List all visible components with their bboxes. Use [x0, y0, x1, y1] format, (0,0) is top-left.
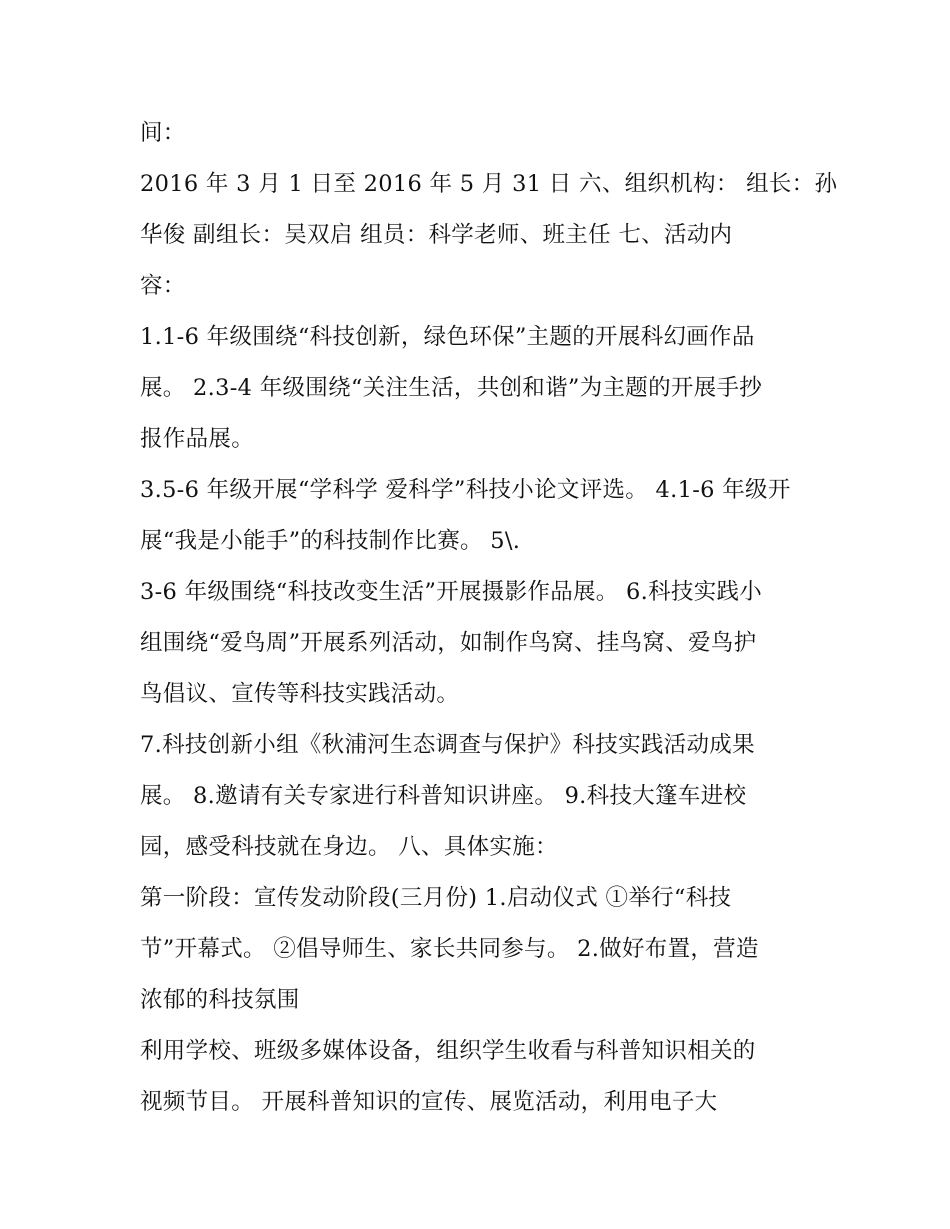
text-line: 展。 8.邀请有关专家进行科普知识讲座。 9.科技大篷车进校	[140, 783, 747, 809]
text-line: 园，感受科技就在身边。 八、具体实施：	[140, 834, 558, 860]
text-line: 7.科技创新小组《秋浦河生态调查与保护》科技实践活动成果	[140, 732, 755, 758]
text-line: 华俊 副组长：吴双启 组员：科学老师、班主任 七、活动内	[140, 222, 733, 248]
text-line: 利用学校、班级多媒体设备，组织学生收看与科普知识相关的	[140, 1038, 756, 1064]
text-line: 3-6 年级围绕“科技改变生活”开展摄影作品展。 6.科技实践小	[140, 579, 763, 605]
text-line: 鸟倡议、宣传等科技实践活动。	[140, 681, 460, 707]
text-line: 第一阶段：宣传发动阶段(三月份) 1.启动仪式 ①举行“科技	[140, 885, 732, 911]
text-line: 1.1-6 年级围绕“科技创新，绿色环保”主题的开展科幻画作品	[140, 324, 755, 350]
text-line: 组围绕“爱鸟周”开展系列活动，如制作鸟窝、挂鸟窝、爱鸟护	[140, 630, 757, 656]
text-line: 节”开幕式。 ②倡导师生、家长共同参与。 2.做好布置，营造	[140, 936, 759, 962]
text-line: 报作品展。	[140, 426, 255, 452]
text-line: 3.5-6 年级开展“学科学 爱科学”科技小论文评选。 4.1-6 年级开	[140, 477, 791, 503]
text-line: 2016 年 3 月 1 日至 2016 年 5 月 31 日 六、组织机构： 组长：孙	[140, 171, 838, 197]
text-line: 视频节目。 开展科普知识的宣传、展览活动，利用电子大	[140, 1089, 718, 1115]
text-line: 展“我是小能手”的科技制作比赛。 5\.	[140, 528, 521, 554]
text-line: 浓郁的科技氛围	[140, 987, 300, 1013]
text-line: 展。 2.3-4 年级围绕“关注生活，共创和谐”为主题的开展手抄	[140, 375, 763, 401]
text-line: 容：	[140, 273, 186, 299]
text-line: 间：	[140, 120, 186, 146]
document-body	[140, 108, 838, 1128]
